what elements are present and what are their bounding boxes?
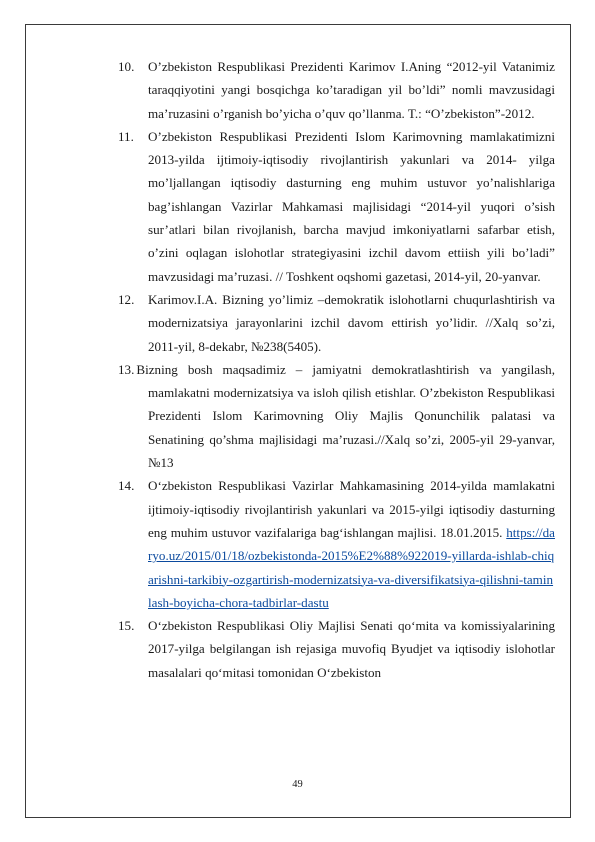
reference-number: 12. xyxy=(118,291,135,307)
reference-item xyxy=(118,55,555,125)
reference-item xyxy=(118,288,555,358)
page-number: 49 xyxy=(292,779,303,790)
reference-text: Bizning bosh maqsadimiz – jamiyatni demokratlashtirish va yangilash, mamlakatni modernizatsiya va isloh qilish etishlar. O’zbekiston Respublikasi Prezidenti Islom Karimovning Oliy Majlis Qonunchilik palatasi va Senatining qo’shma majlisidagi ma’ruzasi.//Xalq so’zi, 2005-yil 29-yanvar, №13 xyxy=(136,361,555,471)
reference-number: 11. xyxy=(118,128,134,144)
reference-number: 14. xyxy=(118,478,135,494)
reference-item xyxy=(118,358,555,474)
reference-link[interactable]: https://daryo.uz/2015/01/18/ozbekistonda-2015%E2%88%922019-yillarda-ishlab-chiqarishni-tarkibiy-ozgartirish-modernizatsiya-va-diversifikatsiya-qilishni-taminlash-boyicha-chora-tadbirlar-dastu xyxy=(148,524,555,610)
reference-text: O‘zbekiston Respublikasi Oliy Majlisi Senati qo‘mita va komissiyalarining 2017-yilga belgilangan ish rejasiga muvofiq Byudjet va iqtisodiy islohotlar masalalari qo‘mitasi tomonidan O‘zbekiston xyxy=(148,618,555,680)
reference-text: Karimov.I.A. Bizning yo’limiz –demokratik islohotlarni chuqurlashtirish va modernizatsiya jarayonlarini izchil davom ettirish yo’lidir. //Xalq so’zi, 2011-yil, 8-dekabr, №238(5405). xyxy=(148,291,555,354)
reference-text: O‘zbekiston Respublikasi Vazirlar Mahkamasining 2014-yilda mamlakatni ijtimoiy-iqtisodiy rivojlantirish yakunlari va 2015-yilgi iqtisodiy dasturning eng muhim ustuvor vazifalariga bag‘ishlangan majlisi. 18.01.2015. xyxy=(148,478,555,540)
reference-item xyxy=(118,474,555,614)
reference-number: 10. xyxy=(118,59,135,74)
reference-text: O’zbekiston Respublikasi Prezidenti Karimov I.Aning “2012-yil Vatanimiz taraqqiyotini yangi bosqichga ko’taradigan yil bo’ldi” nomli mavzusidagi ma’ruzasini o’rganish bo’yicha o’quv qo’llanma. T.: “O’zbekiston”-2012. xyxy=(148,59,555,121)
reference-list xyxy=(118,55,555,684)
reference-text: O’zbekiston Respublikasi Prezidenti Islom Karimovning mamlakatimizni 2013-yilda ijtimoiy-iqtisodiy rivojlantirish yakunlari va 2014- yilga mo’ljallangan iqtisodiy dasturning eng muhim ustuvor yo’nalishlariga bag’ishlangan Vazirlar Mahkamasi majlisidagi “2014-yil yuqori o’sish sur’atlari bilan rivojlanish, barcha mavjud imkoniyatlarni safarbar etish, o’zini oqlagan islohotlar strategiyasini izchil davom ettiish yili bo’ladi” mavzusidagi ma’ruzasi. // Toshkent oqshomi gazetasi, 2014-yil, 20-yanvar. xyxy=(148,128,555,284)
reference-number: 15. xyxy=(118,618,135,634)
reference-item xyxy=(118,614,555,684)
reference-number: 13. xyxy=(118,361,135,377)
reference-item xyxy=(118,125,555,288)
